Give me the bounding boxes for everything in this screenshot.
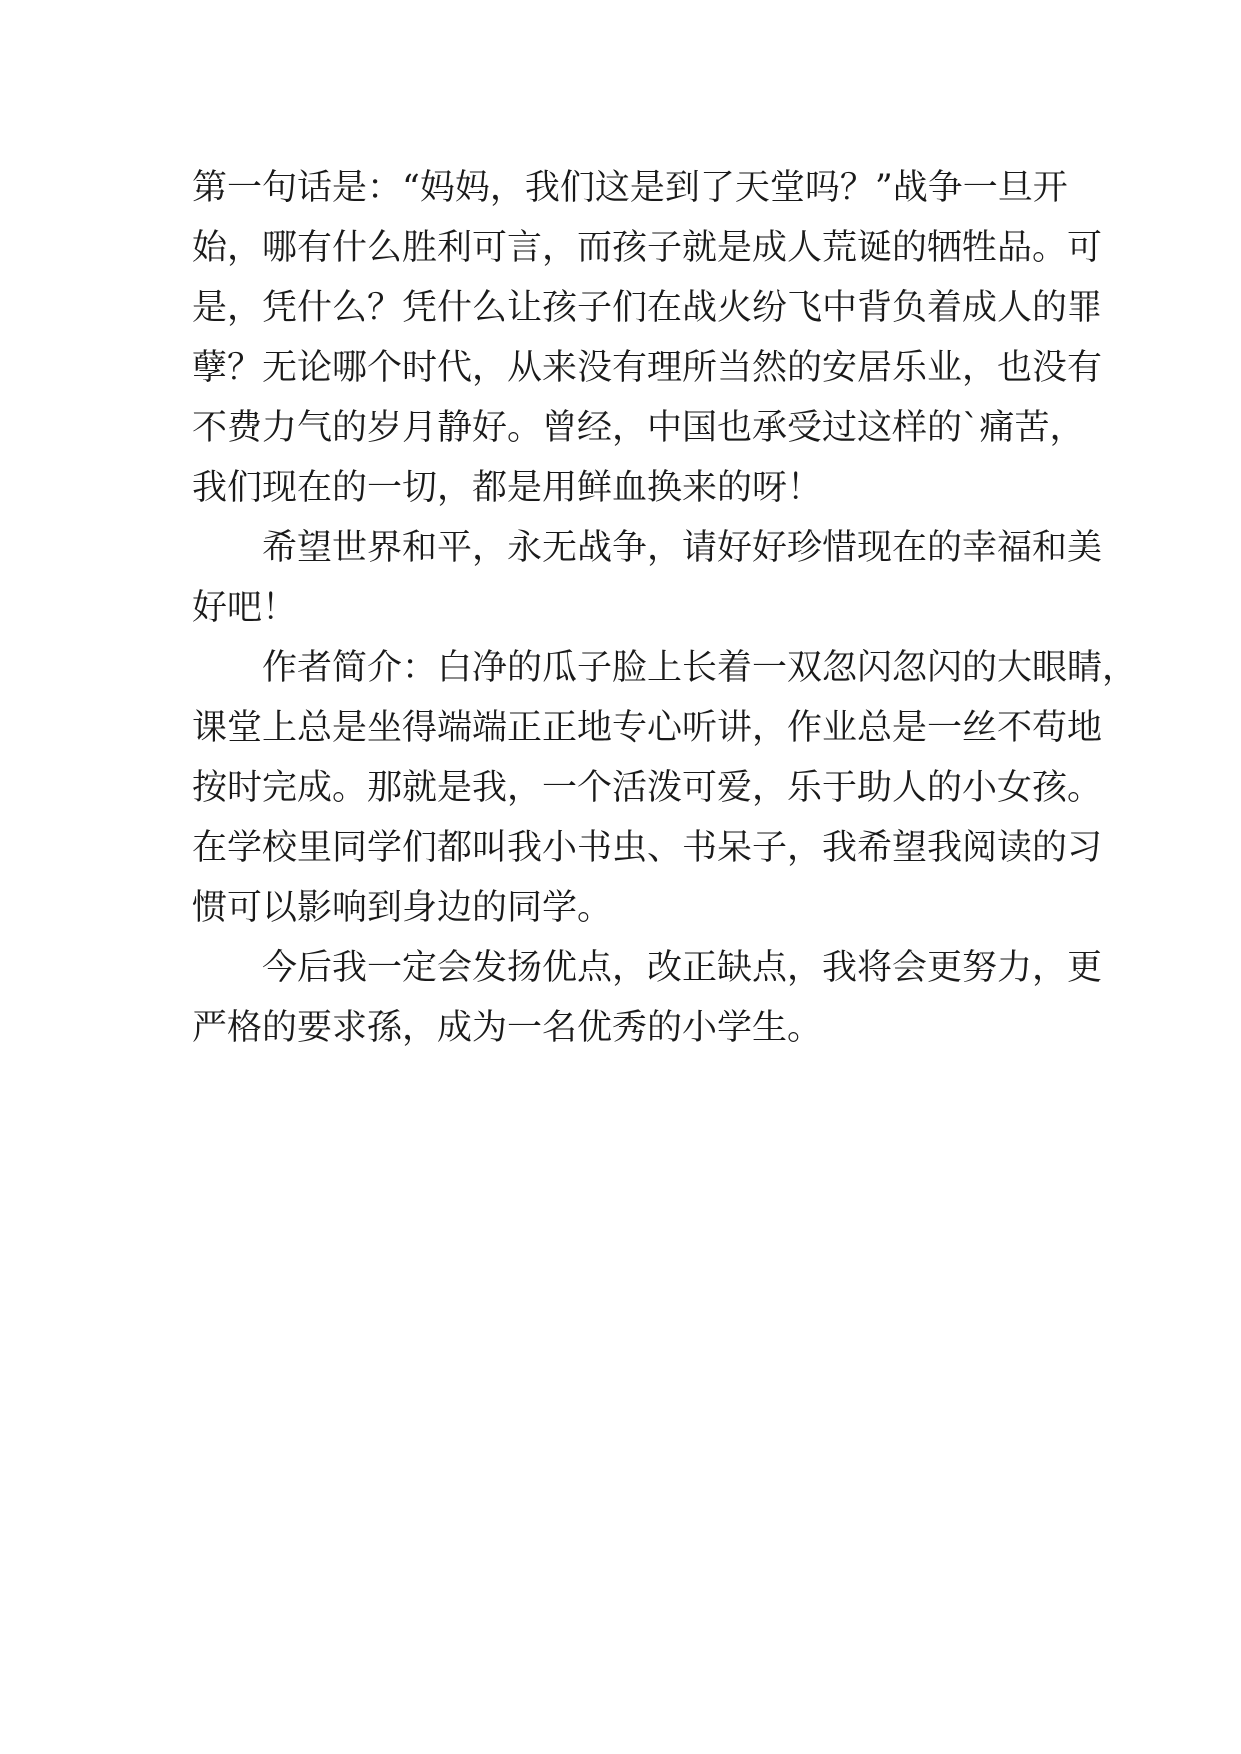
text-line: 不费力气的岁月静好。曾经，中国也承受过这样的`痛苦，: [192, 408, 1085, 448]
text-line: 严格的要求孫，成为一名优秀的小学生。: [192, 1008, 823, 1048]
text-line: 始，哪有什么胜利可言，而孩子就是成人荒诞的牺牲品。可: [192, 228, 1103, 268]
paragraph: [192, 158, 1103, 518]
text-line: 课堂上总是坐得端端正正地专心听讲，作业总是一丝不苟地: [192, 708, 1103, 748]
text-line: 好吧！: [192, 588, 298, 628]
text-line: 我们现在的一切，都是用鲜血换来的呀！: [192, 468, 823, 508]
text-line: 按时完成。那就是我，一个活泼可爱，乐于助人的小女孩。: [192, 768, 1103, 808]
paragraph: [192, 638, 1138, 938]
paragraph: [192, 938, 1103, 1058]
paragraph: [192, 518, 1103, 638]
text-line: 在学校里同学们都叫我小书虫、书呆子，我希望我阅读的习: [192, 828, 1103, 868]
text-line: 今后我一定会发扬优点，改正缺点，我将会更努力，更: [262, 948, 1103, 988]
text-line: 作者简介：白净的瓜子脸上长着一双忽闪忽闪的大眼睛，: [262, 648, 1138, 688]
text-line: 希望世界和平，永无战争，请好好珍惜现在的幸福和美: [262, 528, 1103, 568]
text-line: 惯可以影响到身边的同学。: [192, 888, 613, 928]
text-line: 第一句话是：“妈妈，我们这是到了天堂吗？”战争一旦开: [192, 168, 1068, 208]
text-line: 孽？无论哪个时代，从来没有理所当然的安居乐业，也没有: [192, 348, 1103, 388]
text-line: 是，凭什么？凭什么让孩子们在战火纷飞中背负着成人的罪: [192, 288, 1103, 328]
body-text: [192, 158, 1138, 1058]
